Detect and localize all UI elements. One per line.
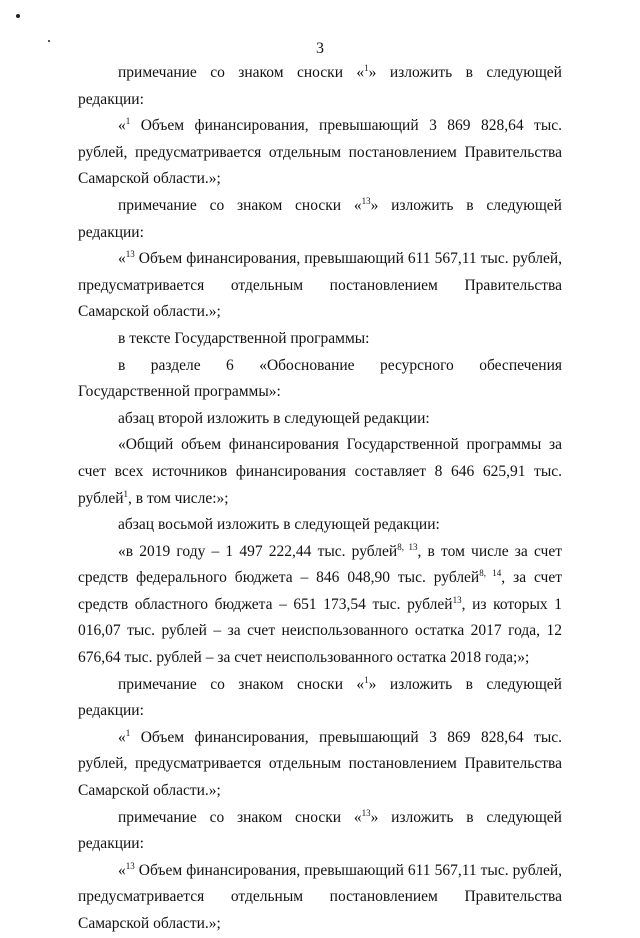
footnote-mark: 13 <box>361 195 371 206</box>
footnote-mark: 1 <box>364 63 369 73</box>
paragraph <box>78 805 562 858</box>
footnote-mark: 8, 14 <box>479 568 502 579</box>
footnote-mark: 1 <box>123 488 129 499</box>
paragraph <box>78 406 562 433</box>
text-run: в разделе 6 «Обоснование ресурсного обеспечения Государственной программы»: <box>78 356 562 401</box>
footnote-mark: 1 <box>125 116 131 127</box>
paragraph <box>78 193 562 246</box>
text-run: примечание со знаком сноски « <box>118 808 362 826</box>
paragraph <box>78 725 562 805</box>
paragraph <box>78 539 562 672</box>
footnote-mark: 13 <box>452 594 462 605</box>
document-body <box>78 60 562 938</box>
text-run: « <box>118 250 126 268</box>
text-run: примечание со знаком сноски « <box>118 196 362 214</box>
text-run: , за счет средств областного бюджета – 651 173,54 тыс. рублей <box>78 569 563 613</box>
page-number: 3 <box>316 40 324 57</box>
text-run: абзац восьмой изложить в следующей редакции: <box>118 516 440 534</box>
text-run: Объем финансирования, превышающий 3 869 828,64 тыс. рублей, предусматривается отдельным постановлением Правительства Самарской области.»; <box>78 117 562 188</box>
paragraph <box>78 326 562 353</box>
text-run: , в том числе за счет средств федерального бюджета – 846 048,90 тыс. рублей <box>78 542 562 587</box>
text-run: » изложить в следующей редакции: <box>78 808 562 853</box>
text-run: » изложить в следующей редакции: <box>78 675 562 720</box>
text-run: «в 2019 году – 1 497 222,44 тыс. рублей <box>118 542 398 560</box>
paragraph <box>78 512 562 539</box>
text-run: « <box>118 861 126 879</box>
paragraph <box>78 672 562 725</box>
text-run: Объем финансирования, превышающий 611 567,11 тыс. рублей, предусматривается отдельным постановлением Правительства Самарской области.»; <box>78 250 562 321</box>
text-run: , в том числе:»; <box>128 489 229 507</box>
paragraph <box>78 858 562 938</box>
paragraph <box>78 60 562 113</box>
text-run: » изложить в следующей редакции: <box>78 196 562 241</box>
text-run: в тексте Государственной программы: <box>118 329 370 347</box>
text-run: » изложить в следующей редакции: <box>78 64 562 108</box>
footnote-mark: 13 <box>361 807 371 818</box>
text-run: , из которых 1 016,07 тыс. рублей – за счет неиспользованного остатка 2017 года, 12 676,64 тыс. рублей – за счет неиспользованного остатка 2018 года;»; <box>78 595 562 667</box>
text-run: «Общий объем финансирования Государственной программы за счет всех источников финансирования составляет 8 646 625,91 тыс. рублей <box>78 436 562 507</box>
footnote-mark: 1 <box>125 727 131 738</box>
footnote-mark: 1 <box>364 674 369 685</box>
paragraph <box>78 353 562 406</box>
paragraph <box>78 113 562 193</box>
text-run: абзац второй изложить в следующей редакции: <box>118 409 430 427</box>
paragraph <box>78 432 562 512</box>
footnote-mark: 8, 13 <box>397 541 418 552</box>
footnote-mark: 13 <box>125 249 135 260</box>
footnote-mark: 13 <box>125 860 135 871</box>
text-run: « <box>118 728 126 746</box>
text-run: Объем финансирования, превышающий 611 567,11 тыс. рублей, предусматривается отдельным постановлением Правительства Самарской области.»; <box>78 861 562 932</box>
text-run: Объем финансирования, превышающий 3 869 828,64 тыс. рублей, предусматривается отдельным постановлением Правительства Самарской области.»; <box>78 728 562 800</box>
text-run: « <box>118 117 126 135</box>
paragraph <box>78 246 562 326</box>
scan-speck <box>16 14 20 18</box>
text-run: примечание со знаком сноски « <box>118 64 365 81</box>
text-run: примечание со знаком сноски « <box>118 675 365 693</box>
